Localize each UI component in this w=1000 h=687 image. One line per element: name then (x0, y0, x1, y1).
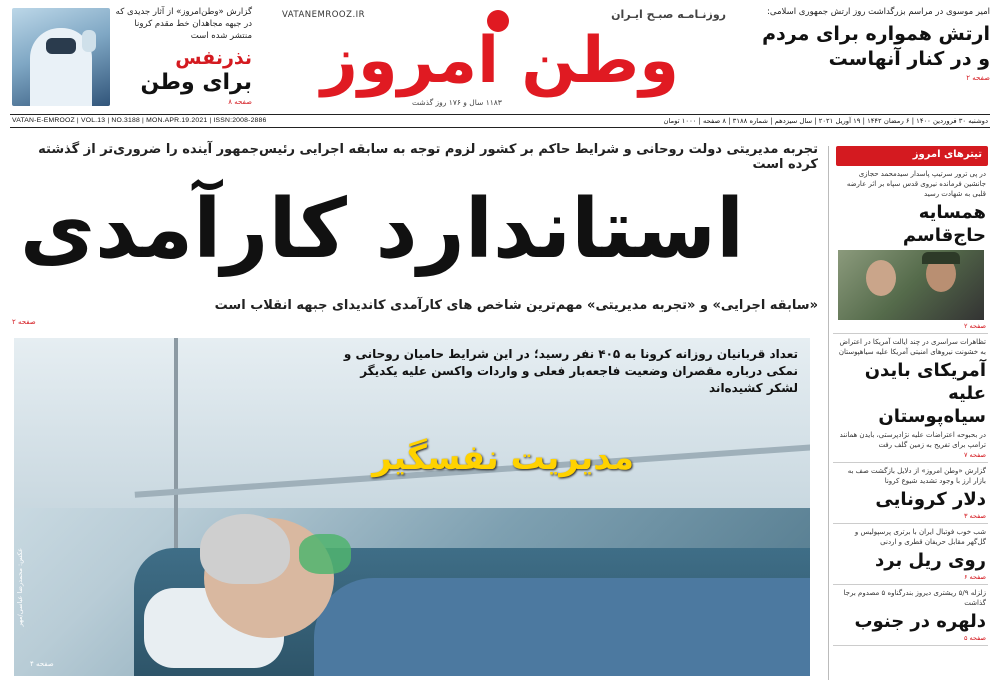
photo-visor-shape (46, 38, 76, 54)
dateline-latin: VATAN-E-EMROOZ | VOL.13 | NO.3188 | MON.APR.19.2021 | ISSN:2008-2886 (12, 117, 267, 124)
sidebar-item-kicker: تظاهرات سراسری در چند ایالت آمریکا در اعتراض به خشونت نیروهای امنیتی آمریکا علیه سیاهپوستان (838, 338, 986, 356)
sidebar-headlines (828, 146, 988, 680)
sidebar-item-page-ref: صفحه ۵ (963, 634, 986, 642)
left-teaser-page-ref: صفحه ۸ (228, 98, 252, 106)
photo-title: مدیریت نفسگیر (372, 438, 634, 478)
photo-patient-hair-shape (200, 514, 290, 584)
photo-blanket-shape (314, 578, 810, 676)
left-teaser-kicker: گزارش «وطن‌امروز» از آثار جدیدی که در جبهه مجاهدان خط مقدم کرونا منتشر شده است (115, 7, 252, 41)
left-teaser-red-title: نذرنفس (175, 47, 252, 69)
lead-overline: تجربه مدیریتی دولت روحانی و شرایط حاکم بر کشور لزوم توجه به سابقه اجرایی رئیس‌جمهور آینده را ضروری‌تر از گذشته کرده است (38, 142, 818, 172)
sidebar-item[interactable] (833, 524, 988, 585)
sidebar-item-kicker: گزارش «وطن امروز» از دلایل بازگشت صف به بازار ارز با وجود تشدید شیوع کرونا (847, 467, 986, 485)
photo-hand-shape (82, 30, 96, 52)
sidebar-item-kicker: در پی ترور سرتیپ پاسدار سیدمحمد حجازی جانشین فرمانده نیروی قدس سپاه بر اثر عارضه قلبی به شهادت رسید (846, 170, 986, 198)
dateline-persian: دوشنبه ۳۰ فروردین ۱۴۰۰ | ۶ رمضان ۱۴۴۲ | ۱۹ آوریل ۲۰۲۱ | سال سیزدهم | شماره ۳۱۸۸ | ۸ صفحه | ۱۰۰۰ تومان (663, 117, 988, 125)
tagline: روزنـامـه صبـح ایـران (611, 8, 726, 21)
website-url[interactable]: VATANEMROOZ.IR (282, 10, 366, 20)
dateline-bar (10, 114, 990, 128)
sidebar-header: تیترهای امروز (836, 146, 988, 166)
lead-headline: استاندارد کارآمدی (19, 182, 745, 277)
sidebar-item-page-ref: صفحه ۲ (963, 322, 986, 330)
masthead (0, 0, 1000, 112)
sidebar-item-title: دلار کرونایی (875, 489, 986, 510)
sidebar-item-kicker: شب خوب فوتبال ایران با برتری پرسپولیس و گل‌گهر مقابل حریفان قطری و اردنی (854, 528, 986, 546)
sidebar-item[interactable] (833, 463, 988, 524)
sidebar-item[interactable] (833, 585, 988, 646)
logo-block (262, 6, 738, 110)
lead-page-ref: صفحه ۲ (12, 318, 36, 326)
sidebar-item-title: دلهره در جنوب (854, 611, 986, 632)
photo-cap-shape (922, 252, 960, 264)
lead-subhead: «سابقه اجرایی» و «تجربه مدیریتی» مهم‌ترین شاخص های کارآمدی کاندیدای جبهه انقلاب است (214, 298, 818, 313)
right-teaser[interactable] (750, 6, 990, 110)
sidebar-item-page-ref: صفحه ۷ (963, 451, 986, 459)
photo-page-ref: صفحه ۴ (30, 660, 54, 668)
right-teaser-page-ref: صفحه ۲ (966, 74, 990, 82)
sidebar-item-title: روی ریل برد (875, 550, 986, 571)
photo-face-shape (866, 260, 896, 296)
photo-credit: عکس: محمدرضا عباسی/مهر (16, 548, 24, 627)
sidebar-item-title: آمریکای بایدن علیه سیاه‌پوستان (864, 360, 986, 427)
sidebar-item-page-ref: صفحه ۳ (963, 512, 986, 520)
photo-story[interactable] (14, 338, 810, 676)
sidebar-item-page-ref: صفحه ۶ (963, 573, 986, 581)
sidebar-item[interactable] (833, 334, 988, 463)
sidebar-item[interactable] (833, 166, 988, 334)
newspaper-logo: وطن امروز (321, 24, 679, 98)
teaser-photo-health-worker (12, 8, 110, 106)
left-teaser-black-title: برای وطن (140, 70, 252, 95)
photo-caption: تعداد قربانیان روزانه کرونا به ۴۰۵ نفر رسید؛ در این شرایط حامیان روحانی و نمکی درباره مقصران وضعیت فاجعه‌بار فعلی و واردات واکسن علیه یکدیگر لشکر کشیده‌اند (343, 347, 798, 395)
right-teaser-kicker: امیر موسوی در مراسم بزرگداشت روز ارتش جمهوری اسلامی: (767, 7, 990, 17)
sidebar-item-title: همسایه حاج‌قاسم (902, 202, 986, 246)
lead-story[interactable] (10, 134, 822, 334)
left-teaser[interactable] (12, 6, 252, 110)
right-teaser-title: ارتش همواره برای مردم و در کنار آنهاست (762, 23, 990, 70)
edition-line: ۱۱۸۳ سال و ۱۷۶ روز گذشت (412, 98, 502, 107)
sidebar-item-body: در بحبوحه اعتراضات علیه نژادپرستی، بایدن همانند ترامپ برای تفریح به زمین گلف رفت (839, 431, 986, 449)
sidebar-item-kicker: زلزله ۵/۹ ریشتری دیروز بندرگناوه ۵ مصدوم برجا گذاشت (843, 589, 986, 607)
photo-oxygen-mask-shape (299, 534, 351, 574)
sidebar-photo-commanders (838, 250, 984, 320)
